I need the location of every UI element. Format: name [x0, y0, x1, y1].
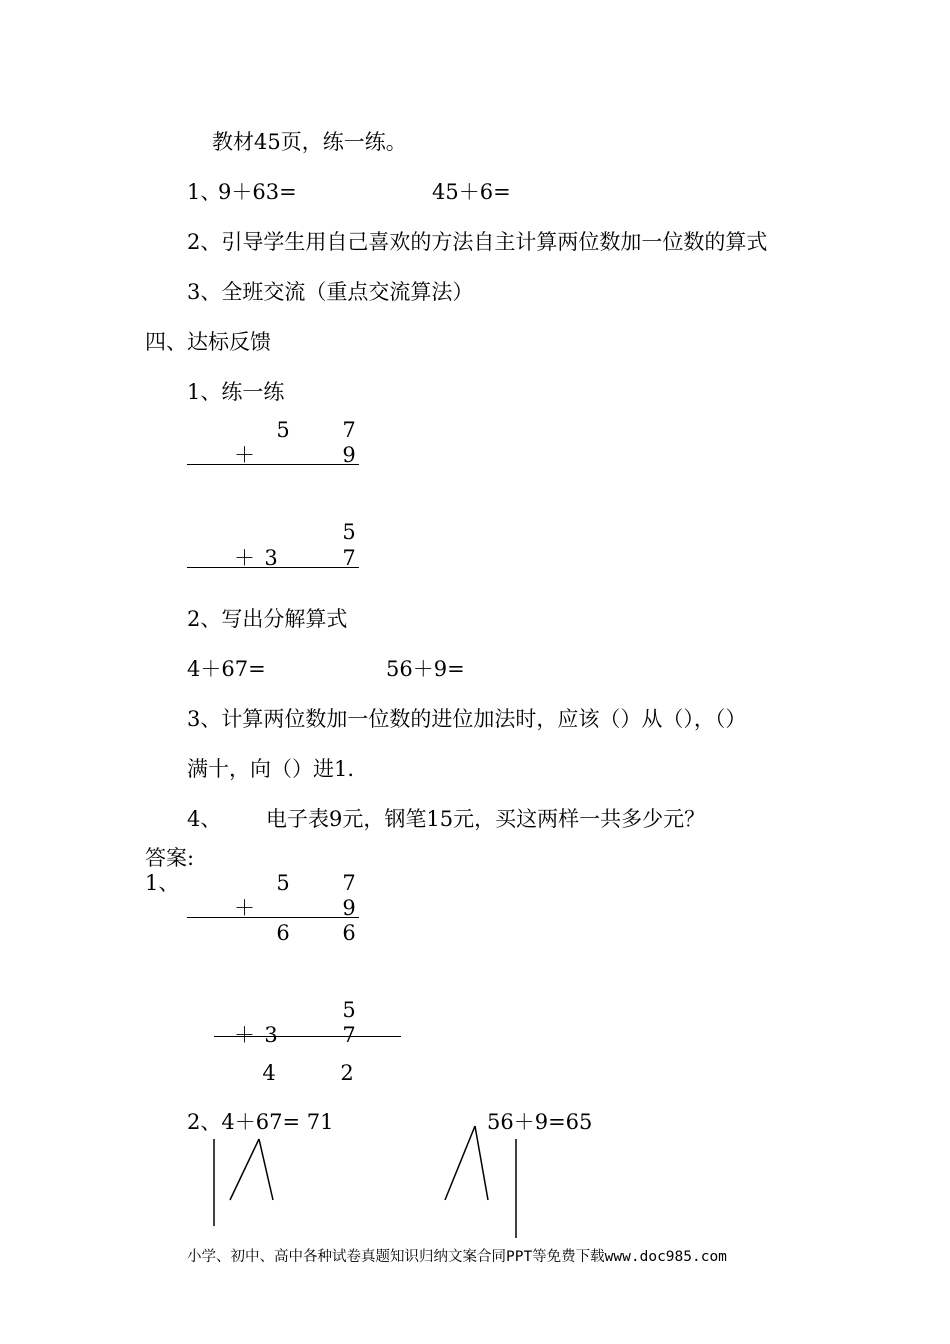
answer2-left: 2、4＋67= 71 — [187, 1110, 334, 1134]
intro-line: 教材45页，练一练。 — [212, 130, 407, 154]
digit: 5 — [276, 418, 290, 442]
result-digit: 4 — [262, 1061, 276, 1085]
digit: 3 — [264, 546, 278, 570]
split-line — [475, 1126, 488, 1200]
q3-line-2: 满十，向（）进1. — [187, 757, 355, 781]
digit: 9 — [342, 896, 356, 920]
footer-text: 小学、初中、高中各种试卷真题知识归纳文案合同PPT等免费下载www.doc985.com — [187, 1249, 727, 1265]
q4-label: 4、 — [187, 807, 222, 831]
answer1-label: 1、 — [145, 871, 180, 895]
split-line — [259, 1139, 273, 1200]
plus-sign: ＋ — [234, 443, 255, 467]
q2-heading: 2、写出分解算式 — [187, 607, 348, 631]
answers-heading: 答案: — [145, 846, 195, 870]
task1-expr-a: 9＋63= — [218, 180, 297, 204]
result-digit: 2 — [340, 1061, 354, 1085]
plus-sign: ＋ — [234, 1023, 255, 1047]
q2-expr-a: 4＋67= — [187, 657, 266, 681]
digit: 7 — [342, 546, 356, 570]
digit: 5 — [276, 871, 290, 895]
digit: 3 — [264, 1023, 278, 1047]
section4-heading: 四、达标反馈 — [145, 330, 271, 354]
q2-expr-b: 56＋9= — [386, 657, 465, 681]
task1-expr-b: 45＋6= — [432, 180, 511, 204]
task2-line: 2、引导学生用自己喜欢的方法自主计算两位数加一位数的算式 — [187, 230, 768, 254]
answer2-right: 56＋9=65 — [487, 1110, 593, 1134]
result-digit: 6 — [276, 921, 290, 945]
task3-line: 3、全班交流（重点交流算法） — [187, 280, 474, 304]
digit: 7 — [342, 871, 356, 895]
q3-line-1: 3、计算两位数加一位数的进位加法时，应该（）从（），（） — [187, 707, 747, 731]
plus-sign: ＋ — [234, 546, 255, 570]
digit: 5 — [342, 520, 356, 544]
digit: 9 — [342, 443, 356, 467]
digit: 7 — [342, 418, 356, 442]
q4-text: 电子表9元，钢笔15元，买这两样一共多少元？ — [266, 807, 706, 831]
split-line — [445, 1126, 475, 1200]
digit: 7 — [342, 1023, 356, 1047]
digit: 5 — [342, 998, 356, 1022]
practice-heading: 1、练一练 — [187, 380, 285, 404]
split-line — [230, 1139, 259, 1200]
result-digit: 6 — [342, 921, 356, 945]
plus-sign: ＋ — [234, 896, 255, 920]
task1-label: 1、 — [187, 180, 222, 204]
